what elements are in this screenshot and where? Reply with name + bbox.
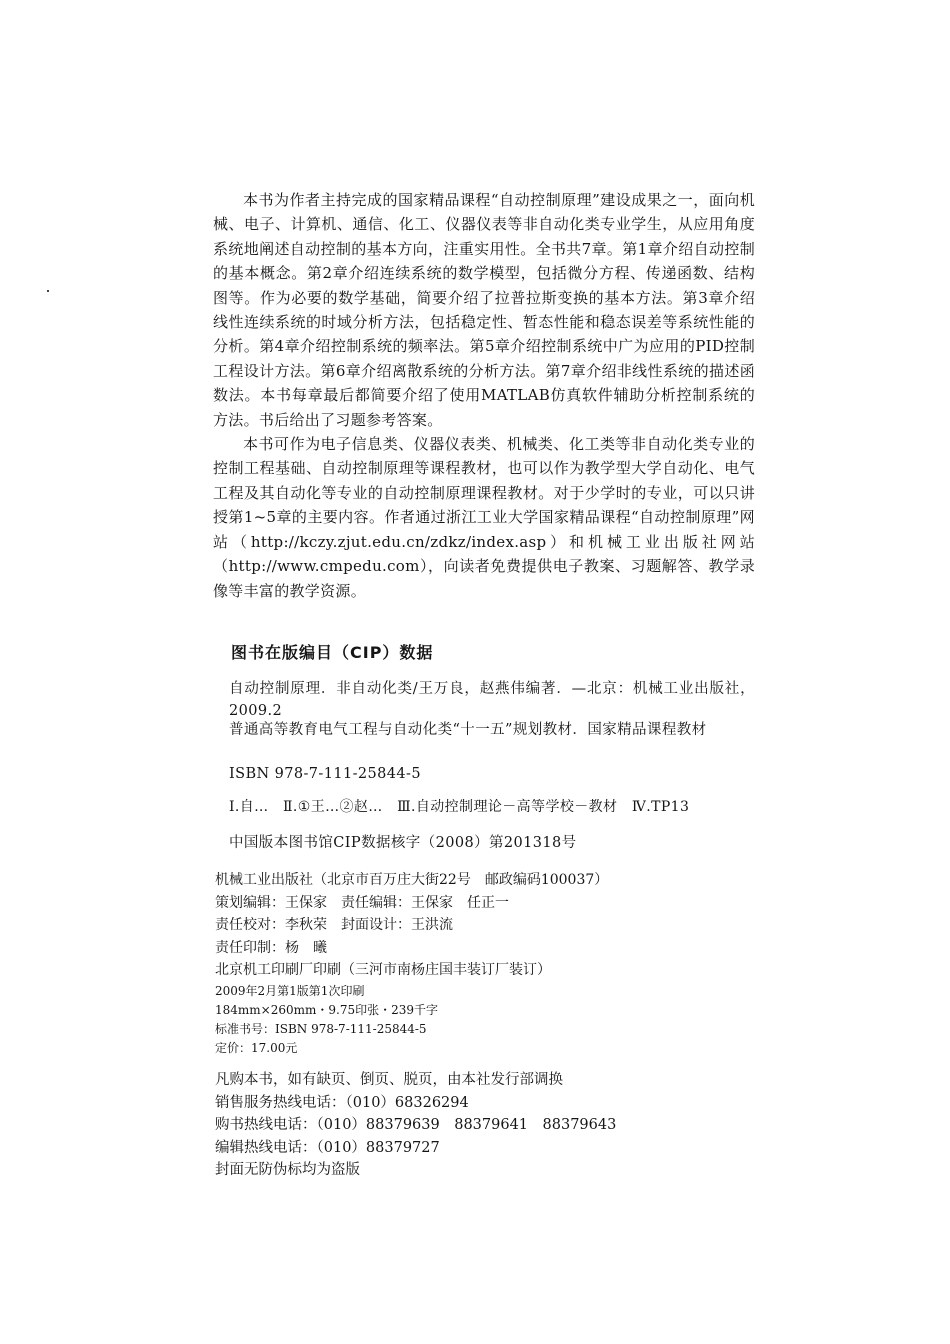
publication-info: [215, 869, 755, 1058]
proofreader-line: 责任校对：李秋荣 封面设计：王洪流: [215, 917, 453, 933]
cip-title-line: 自动控制原理．非自动化类/王万良，赵燕伟编著．—北京：机械工业出版社，2009.2: [229, 681, 755, 719]
price-line: 定价：17.00元: [215, 1040, 298, 1055]
cip-series-line: 普通高等教育电气工程与自动化类“十一五”规划教材．国家精品课程教材: [229, 722, 707, 738]
format-line: 184mm×260mm・9.75印张・239千字: [215, 1002, 439, 1017]
scan-speck: [47, 290, 49, 292]
abstract-paragraph-2: 本书可作为电子信息类、仪器仪表类、机械类、化工类等非自动化类专业的控制工程基础、自动控制原理等课程教材，也可以作为教学型大学自动化、电气工程及其自动化等专业的自动控制原理课程教材。对于少学时的专业，可以只讲授第1~5章的主要内容。作者通过浙江工业大学国家精品课程“自动控制原理”网站（http://kczy.zjut.edu.cn/zdkz/index.asp）和机械工业出版社网站（http://www.cmpedu.com），向读者免费提供电子教案、习题解答、教学录像等丰富的教学资源。: [213, 435, 755, 600]
planning-editor-line: 策划编辑：王保家 责任编辑：王保家 任正一: [215, 894, 509, 911]
edition-line: 2009年2月第1版第1次印刷: [215, 983, 365, 998]
defect-notice: 凡购本书，如有缺页、倒页、脱页，由本社发行部调换: [215, 1072, 563, 1088]
cip-classification: Ⅰ.自… Ⅱ.①王…②赵… Ⅲ.自动控制理论－高等学校－教材 Ⅳ.TP13: [229, 799, 690, 815]
order-hotline: 购书热线电话：（010）88379639 88379641 88379643: [215, 1117, 617, 1133]
book-abstract: [213, 188, 755, 603]
sales-hotline: 销售服务热线电话：（010）68326294: [215, 1094, 469, 1111]
cip-isbn: ISBN 978-7-111-25844-5: [229, 766, 421, 782]
publisher-line: 机械工业出版社（北京市百万庄大街22号 邮政编码100037）: [215, 872, 609, 888]
editor-hotline: 编辑热线电话：（010）88379727: [215, 1139, 440, 1156]
abstract-paragraph-1: 本书为作者主持完成的国家精品课程“自动控制原理”建设成果之一，面向机械、电子、计算机、通信、化工、仪器仪表等非自动化类专业学生，从应用角度系统地阐述自动控制的基本方向，注重实用性。全书共7章。第1章介绍自动控制的基本概念。第2章介绍连续系统的数学模型，包括微分方程、传递函数、结构图等。作为必要的数学基础，简要介绍了拉普拉斯变换的基本方法。第3章介绍线性连续系统的时域分析方法，包括稳定性、暂态性能和稳态误差等系统性能的分析。第4章介绍控制系统的频率法。第5章介绍控制系统中广为应用的PID控制工程设计方法。第6章介绍离散系统的分析方法。第7章介绍非线性系统的描述函数法。本书每章最后都简要介绍了使用MATLAB仿真软件辅助分析控制系统的方法。书后给出了习题参考答案。: [213, 191, 755, 429]
printer-line: 北京机工印刷厂印刷（三河市南杨庄国丰装订厂装订）: [215, 962, 551, 978]
cip-data-number: 中国版本图书馆CIP数据核字（2008）第201318号: [229, 835, 577, 851]
notice-info: [215, 1069, 755, 1182]
standard-number-line: 标准书号：ISBN 978-7-111-25844-5: [215, 1021, 427, 1036]
cip-heading: 图书在版编目（CIP）数据: [231, 643, 434, 662]
print-supervisor-line: 责任印制：杨 曦: [215, 939, 327, 956]
anti-counterfeit-notice: 封面无防伪标均为盗版: [215, 1162, 360, 1178]
